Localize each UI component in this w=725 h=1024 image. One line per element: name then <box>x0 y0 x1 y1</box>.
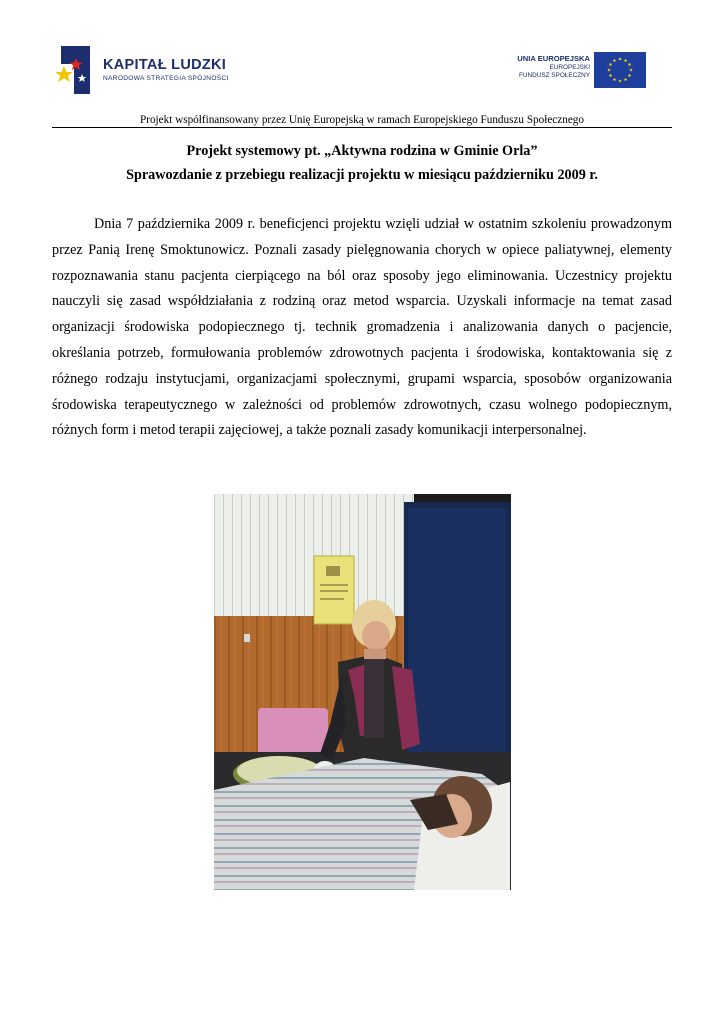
document-title: Projekt systemowy pt. „Aktywna rodzina w Gminie Orla” <box>186 143 538 159</box>
header-divider <box>52 127 672 128</box>
training-photo <box>214 494 511 890</box>
report-paragraph: Dnia 7 października 2009 r. beneficjenci projektu wzięli udział w ostatnim szkoleniu prowadzonym przez Panią Irenę Smoktunowicz. Poznali zasady pielęgnowania chorych w opiece paliatywnej, elementy rozpoznawania stanu pacjenta cierpiącego na ból oraz sposoby jego eliminowania. Uczestnicy projektu nauczyli się zasad współdziałania z rodziną oraz metod wsparcia. Uzyskali informacje na temat zasad organizacji środowiska podopiecznego tj. technik gromadzenia i analizowania danych o pacjencie, określania potrzeb, formułowania problemów zdrowotnych pacjenta i środowiska, kontaktowania się z różnego rodzaju instytucjami, organizacjami społecznymi, grupami wsparcia, sposobów organizowania środowiska terapeutycznego w zależności od problemów zdrowotnych, czasu wolnego podopiecznym, różnych form i metod terapii zajęciowej, a także poznali zasady komunikacji interpersonalnej. <box>52 216 672 439</box>
document-subtitle: Sprawozdanie z przebiegu realizacji projektu w miesiącu październiku 2009 r. <box>126 167 598 183</box>
eu-logo <box>500 52 650 92</box>
kapital-ludzki-logo <box>56 44 256 98</box>
kapital-ludzki-star-icon <box>56 44 92 96</box>
eu-line-3: FUNDUSZ SPOŁECZNY <box>518 72 590 79</box>
eu-line-1: UNIA EUROPEJSKA <box>517 54 590 63</box>
eu-flag-icon <box>594 52 646 88</box>
cofinancing-caption: Projekt współfinansowany przez Unię Europejską w ramach Europejskiego Funduszu Społecznego <box>140 114 584 126</box>
logo-subtitle: NARODOWA STRATEGIA SPÓJNOŚCI <box>103 75 229 82</box>
eu-line-2: EUROPEJSKI <box>549 63 590 71</box>
logo-title: KAPITAŁ LUDZKI <box>103 57 227 73</box>
eu-logo-text <box>517 55 590 81</box>
